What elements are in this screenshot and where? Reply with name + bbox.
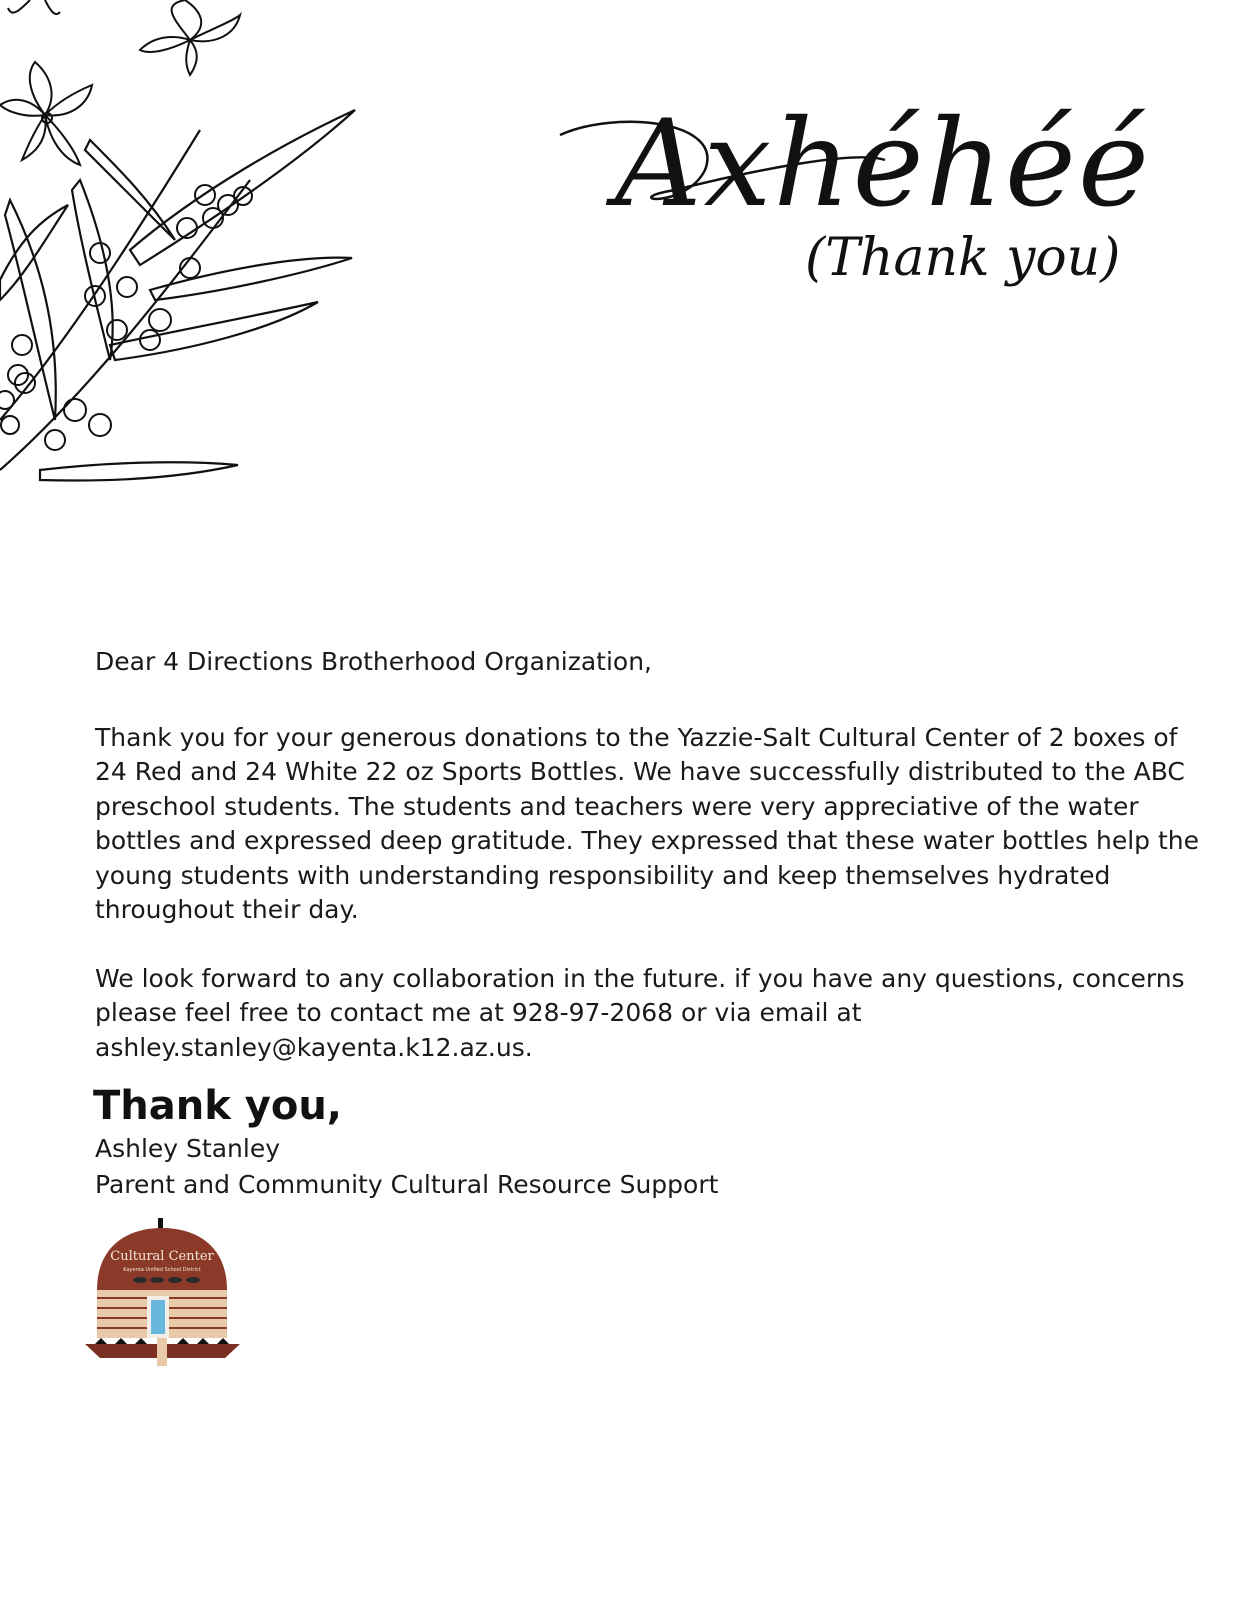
body-paragraph-2: We look forward to any collaboration in the future. if you have any questions, concerns please feel free to contact me at 928-97-2068 or via email at ashley.stanley@kayenta.k12.az.us.	[95, 963, 1185, 1062]
closing-line: Thank you,	[93, 1083, 342, 1129]
script-title-graphic	[555, 70, 1235, 320]
floral-decoration	[0, 0, 380, 510]
script-subtitle-text: (Thank you)	[805, 228, 1121, 288]
cultural-center-logo	[85, 1218, 240, 1378]
signatory-role: Parent and Community Cultural Resource Support	[95, 1170, 719, 1199]
letter-body	[95, 645, 1205, 1065]
logo-subtitle: Kayenta Unified School District	[123, 1267, 201, 1273]
script-title-text: Axhéhéé	[615, 95, 1151, 234]
script-title-block	[555, 70, 1235, 320]
salutation: Dear 4 Directions Brotherhood Organization,	[95, 647, 653, 676]
body-paragraph-1: Thank you for your generous donations to the Yazzie-Salt Cultural Center of 2 boxes of 24 Red and 24 White 22 oz Sports Bottles. We have successfully distributed to the ABC preschool students. The students and teachers were very appreciative of the water bottles and expressed deep gratitude. They expressed that these water bottles help the young students with understanding responsibility and keep themselves hydrated throughout their day.	[95, 722, 1200, 924]
logo-title: Cultural Center	[110, 1249, 214, 1264]
signatory-name: Ashley Stanley	[95, 1134, 280, 1163]
